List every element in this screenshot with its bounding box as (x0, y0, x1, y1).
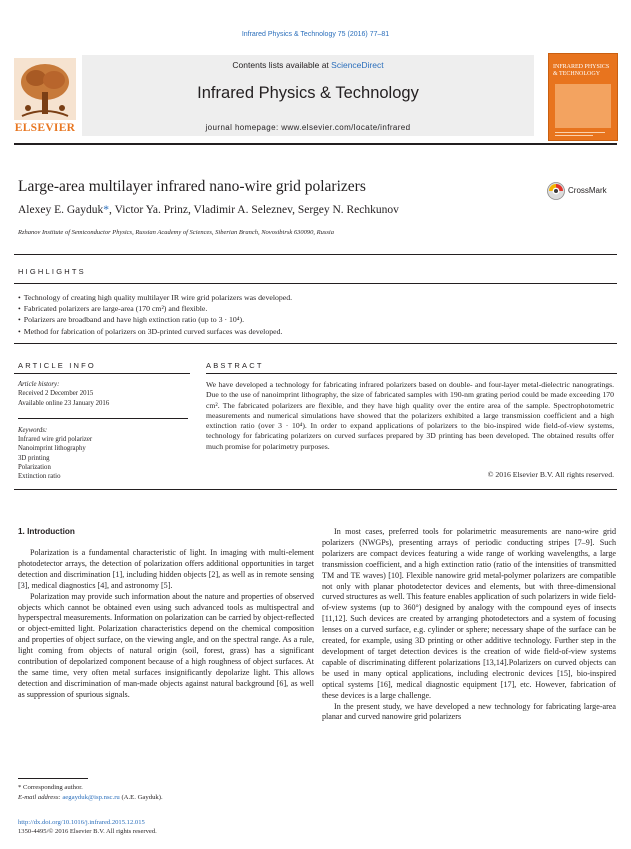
cover-line (555, 135, 593, 136)
abstract-copyright: © 2016 Elsevier B.V. All rights reserved. (487, 470, 614, 479)
keyword-item: 3D printing (18, 454, 50, 462)
article-info-block (18, 380, 188, 482)
abstract-heading: ABSTRACT (206, 361, 264, 370)
contents-prefix: Contents lists available at (232, 60, 332, 70)
author-first[interactable]: Alexey E. Gayduk (18, 204, 104, 216)
email-link[interactable]: aegayduk@isp.nsc.ru (62, 793, 120, 801)
keyword-item: Extinction ratio (18, 473, 61, 481)
keyword-item: Nanoimprint lithography (18, 445, 86, 453)
highlight-item: • Polarizers are broadband and have high extinction ratio (up to 3 · 10⁴). (18, 314, 613, 325)
section-rule (14, 254, 617, 255)
highlights-rule (14, 283, 617, 284)
author-list (18, 204, 399, 216)
body-paragraph: Polarization is a fundamental characteristic of light. In imaging with multi-element photodetector arrays, the detection of polarization offers additional opportunities in target detection and discrimination [1], including hidden objects [2], as well as in remote sensing [3], medical diagnostics [4], and astronomy [5]. (18, 548, 314, 590)
body-column-right (322, 527, 616, 723)
highlights-heading: HIGHLIGHTS (18, 267, 86, 276)
body-paragraph: In the present study, we have developed a new technology for fabricating large-area planar and curved nanowire grid polarizers (322, 701, 616, 722)
body-column-left (18, 548, 314, 701)
keywords-rule (18, 418, 188, 419)
issn-line: 1350-4495/© 2016 Elsevier B.V. All rights reserved. (18, 828, 157, 836)
keyword-item: Polarization (18, 464, 51, 472)
contents-line (82, 60, 534, 70)
crossmark-icon[interactable] (547, 182, 565, 200)
article-info-rule (14, 373, 190, 374)
highlight-item: • Fabricated polarizers are large-area (170 cm²) and flexible. (18, 303, 613, 314)
article-title: Large-area multilayer infrared nano-wire grid polarizers (18, 178, 366, 195)
footnote-rule (18, 778, 88, 779)
doi-block (18, 818, 157, 837)
author-others: , Victor Ya. Prinz, Vladimir A. Seleznev, Sergey N. Rechkunov (109, 204, 399, 216)
abstract-text: We have developed a technology for fabricating infrared polarizers based on double- and four-layer metal-dielectric nanogratings. Due to the use of nanoimprint lithography, the size of fabricated samples with 190-nm grating period could be made exceeding 170 cm². The fabricated polarizers are flexible, and they have high quality over the entire area of the sample. Spectrophotometric measurements and numerical simulations have showed that the polarizers exhibited a large transmission coefficient and a high extinction ratio (over 3 · 10⁴). In order to expand applications of polarizers to the bio-inspired wide field-of-view systems, technology for fabricating polarizers on curved surfaces prepared by 3D printing has been developed. The obtained results offer much promise for polarimetry purposes. (206, 380, 614, 451)
corresponding-author-mark[interactable]: * (103, 204, 110, 216)
online-date: Available online 23 January 2016 (18, 399, 110, 407)
body-paragraph: Polarization may provide such information about the nature and properties of observed objects which cannot be obtained even using such advanced tools as multispectral and hyperspectral measurements. Information on polarization can be carried by object-reflected or object-emitted light. Polarization characteristics depend on the chemical composition and properties of object surface, on the viewing angle, and on the spectral range. As a rule, light coming from objects of natural origin (soil, forest, grass) has a significant contribution of depolarized component because of a high roughness of object surfaces. At the same time, very often metal surfaces insignificantly depolarize light. This allows detection and discrimination of man-made objects against natural background [6], as well as suppression of spurious signals. (18, 591, 314, 699)
article-info-heading: ARTICLE INFO (18, 361, 96, 370)
introduction-heading: 1. Introduction (18, 527, 75, 536)
footnote-star-text: * Corresponding author. (18, 784, 83, 791)
abstract-rule (206, 373, 617, 374)
highlight-item: • Method for fabrication of polarizers on 3D-printed curved surfaces was developed. (18, 326, 613, 337)
keyword-item: Infrared wire grid polarizer (18, 436, 93, 444)
section-rule (14, 343, 617, 344)
highlight-item: • Technology of creating high quality multilayer IR wire grid polarizers was developed. (18, 292, 613, 303)
publisher-name: ELSEVIER (14, 122, 76, 134)
journal-cover-thumbnail[interactable] (548, 53, 618, 141)
highlights-list (18, 292, 613, 337)
cover-image (555, 84, 611, 128)
received-date: Received 2 December 2015 (18, 390, 94, 398)
journal-homepage (82, 123, 534, 132)
affiliation: Rzhanov Institute of Semiconductor Physics, Russian Academy of Sciences, Siberian Branch, Novosibirsk 630090, Russia (18, 229, 334, 236)
crossmark-label[interactable]: CrossMark (568, 186, 607, 195)
corresponding-author-footnote (18, 783, 163, 802)
section-rule (14, 489, 617, 490)
doi-link[interactable]: http://dx.doi.org/10.1016/j.infrared.2015.12.015 (18, 819, 145, 826)
homepage-link[interactable]: www.elsevier.com/locate/infrared (281, 123, 411, 132)
history-label: Article history: (18, 381, 60, 388)
email-suffix: (A.E. Gayduk). (119, 793, 163, 801)
body-paragraph: In most cases, preferred tools for polarimetric measurements are nano-wire grid polarizers (NWGPs), presenting arrays of periodic conducting stripes [7–9]. Such polarizers are compact devices featuring a wide range of working wavelengths, a large transmission coefficient, and a high extinction ratio (ratio of the intensities of transmitted TM and TE waves) [10]. Flexible nanowire grid metal-polymer polarizers are compatible not only with planar photodetector devices and elements, but with three-dimensional curved structures as well. This feature enables application of such polarizers in wide field-of-view systems (up to 360°) designed by analogy with the compound eyes of insects [11,12]. Such devices are created by arranging photodetectors and a system of focusing lenses on a curved surface, e.g. cylinder or sphere; necessary shape of the surface can be created, for example, using 3D printing or other additive technology. Further step in the development of target detection devices is the creation of wide field-of-view systems capable of discriminating different polarizations [13,14].Polarizers on curved objects can be used in many optical applications, including electronic devices [15], bio-inspired optical systems [16], medical diagnostic equipment [17], etc. However, fabrication of these devices is a large challenge. (322, 527, 616, 700)
keywords-label: Keywords: (18, 426, 48, 434)
homepage-prefix: journal homepage: (205, 123, 282, 132)
email-label: E-mail address: (18, 793, 63, 801)
journal-title: Infrared Physics & Technology (197, 84, 419, 102)
sciencedirect-link[interactable]: ScienceDirect (331, 60, 384, 70)
cover-title: INFRARED PHYSICS & TECHNOLOGY (553, 64, 610, 77)
journal-reference[interactable]: Infrared Physics & Technology 75 (2016) 77–81 (241, 31, 390, 38)
cover-line (555, 132, 605, 133)
header-rule (14, 143, 617, 145)
